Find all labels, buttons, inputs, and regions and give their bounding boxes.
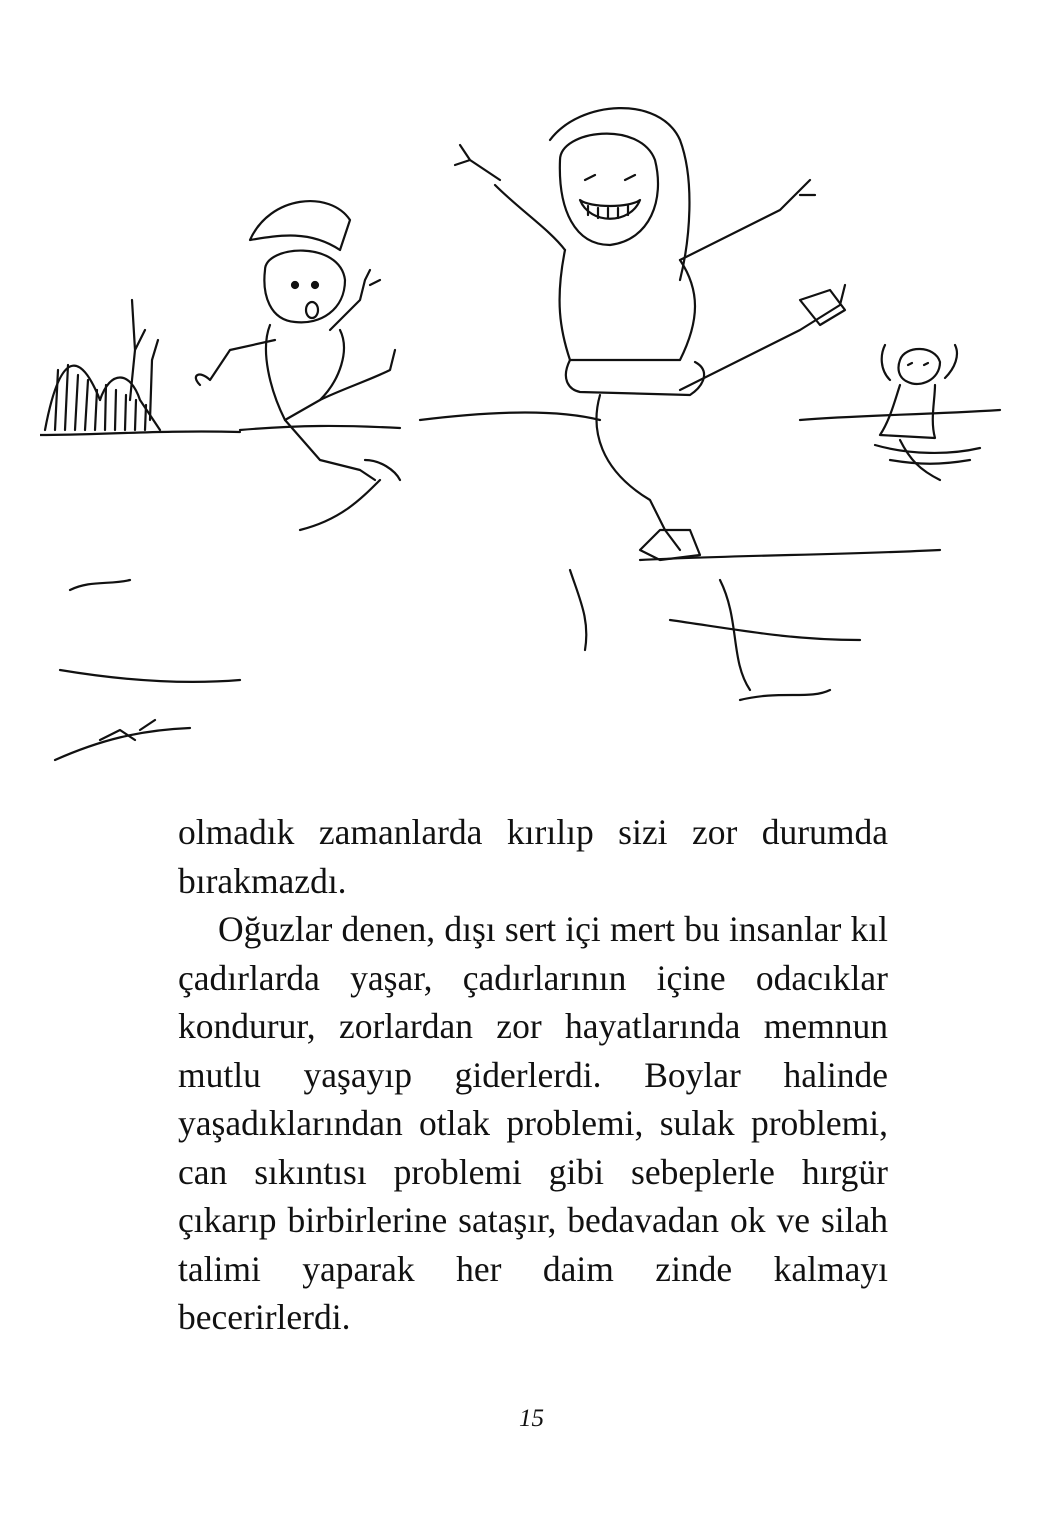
ice-lines-drawing xyxy=(55,410,1000,760)
page-number: 15 xyxy=(519,1405,544,1432)
body-text xyxy=(178,808,888,1342)
reeds-drawing xyxy=(40,300,240,435)
dancing-girl-drawing xyxy=(455,108,845,560)
falling-child-drawing xyxy=(196,201,400,480)
swimming-child-drawing xyxy=(875,345,980,464)
ice-skating-illustration xyxy=(40,100,1030,780)
paragraph-oguzlar: Oğuzlar denen, dışı sert içi mert bu insanlar kıl çadırlarda yaşar, çadırlarının içine odacıklar kondurur, zorlardan zor hayatlarında memnun mutlu yaşayıp giderlerdi. Boylar halinde yaşadıklarından otlak problemi, sulak problemi, can sıkıntısı problemi gibi sebeplerle hırgür çıkarıp birbirlerine sataşır, bedavadan ok ve silah talimi yaparak her daim zinde kalmayı becerirlerdi. xyxy=(178,909,888,1337)
paragraph-continued: olmadık zamanlarda kırılıp sizi zor durumda bırakmazdı. xyxy=(178,812,888,901)
